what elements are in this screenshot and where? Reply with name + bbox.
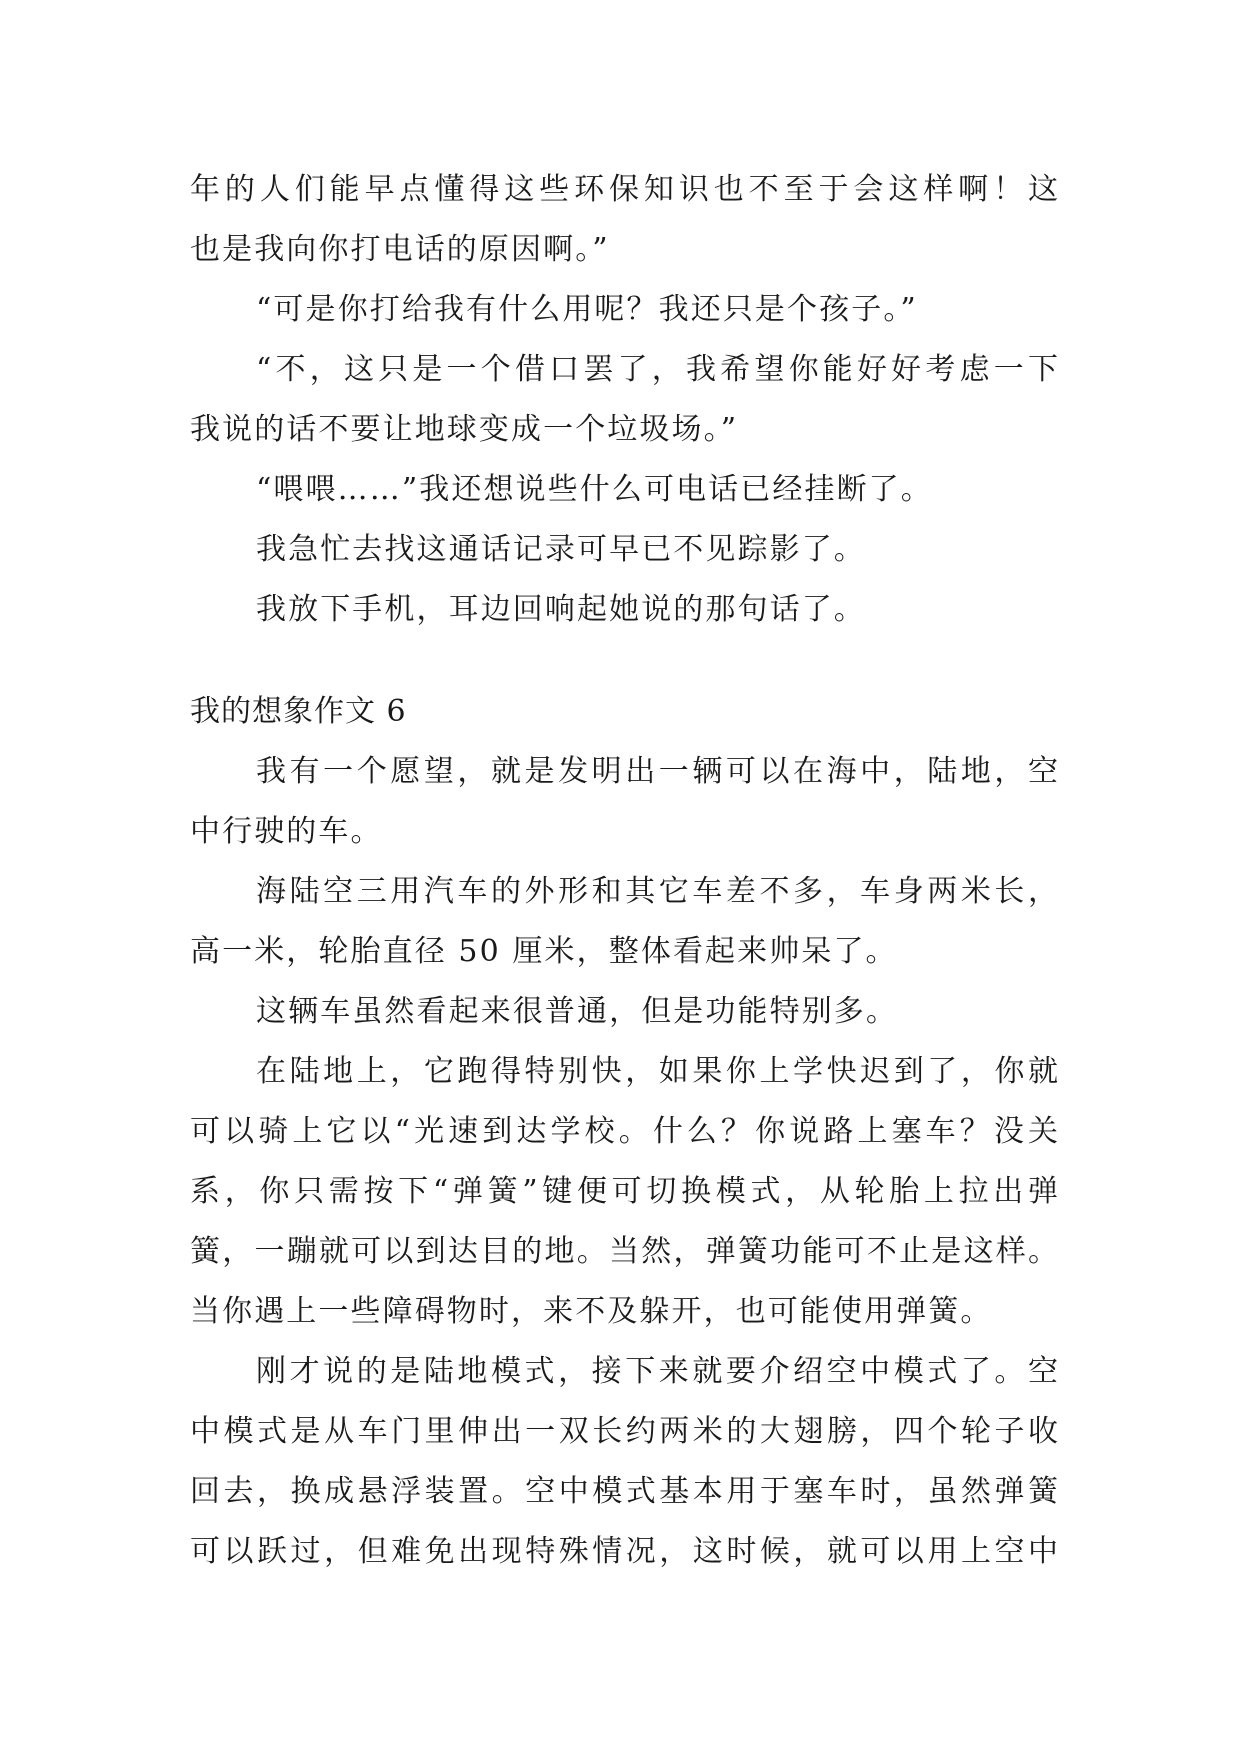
paragraph-line: 我急忙去找这通话记录可早已不见踪影了。	[256, 532, 866, 567]
essay-title: 我的想象作文 6	[190, 694, 407, 729]
paragraph-line: 高一米，轮胎直径 50 厘米，整体看起来帅呆了。	[190, 934, 898, 969]
story-continuation	[190, 160, 1058, 640]
paragraph-line: 我放下手机，耳边回响起她说的那句话了。	[256, 592, 866, 627]
paragraph-line: 可以跃过，但难免出现特殊情况，这时候，就可以用上空中	[190, 1534, 1058, 1569]
paragraph-line: 中行驶的车。	[190, 814, 383, 849]
paragraph-line: 年的人们能早点懂得这些环保知识也不至于会这样啊！这	[190, 172, 1058, 207]
paragraph-line: 可以骑上它以“光速到达学校。什么？你说路上塞车？没关	[190, 1114, 1058, 1149]
paragraph-line: 系，你只需按下“弹簧”键便可切换模式，从轮胎上拉出弹	[190, 1174, 1058, 1209]
essay-section	[190, 682, 1058, 1582]
paragraph-line: 我有一个愿望，就是发明出一辆可以在海中，陆地，空	[256, 754, 1058, 789]
paragraph-line: “喂喂……”我还想说些什么可电话已经挂断了。	[256, 472, 933, 507]
paragraph-line: 在陆地上，它跑得特别快，如果你上学快迟到了，你就	[256, 1054, 1058, 1089]
paragraph-line: 我说的话不要让地球变成一个垃圾场。”	[190, 412, 739, 447]
paragraph-line: 也是我向你打电话的原因啊。”	[190, 232, 610, 267]
paragraph-line: 中模式是从车门里伸出一双长约两米的大翅膀，四个轮子收	[190, 1414, 1058, 1449]
paragraph-line: 当你遇上一些障碍物时，来不及躲开，也可能使用弹簧。	[190, 1294, 993, 1329]
paragraph-line: 海陆空三用汽车的外形和其它车差不多，车身两米长，	[256, 874, 1058, 909]
paragraph-line: “不，这只是一个借口罢了，我希望你能好好考虑一下	[256, 352, 1058, 387]
paragraph-line: 簧，一蹦就可以到达目的地。当然，弹簧功能可不止是这样。	[190, 1234, 1058, 1269]
paragraph-line: 回去，换成悬浮装置。空中模式基本用于塞车时，虽然弹簧	[190, 1474, 1058, 1509]
paragraph-line: “可是你打给我有什么用呢？我还只是个孩子。”	[256, 292, 918, 327]
paragraph-line: 这辆车虽然看起来很普通，但是功能特别多。	[256, 994, 898, 1029]
paragraph-line: 刚才说的是陆地模式，接下来就要介绍空中模式了。空	[256, 1354, 1058, 1389]
